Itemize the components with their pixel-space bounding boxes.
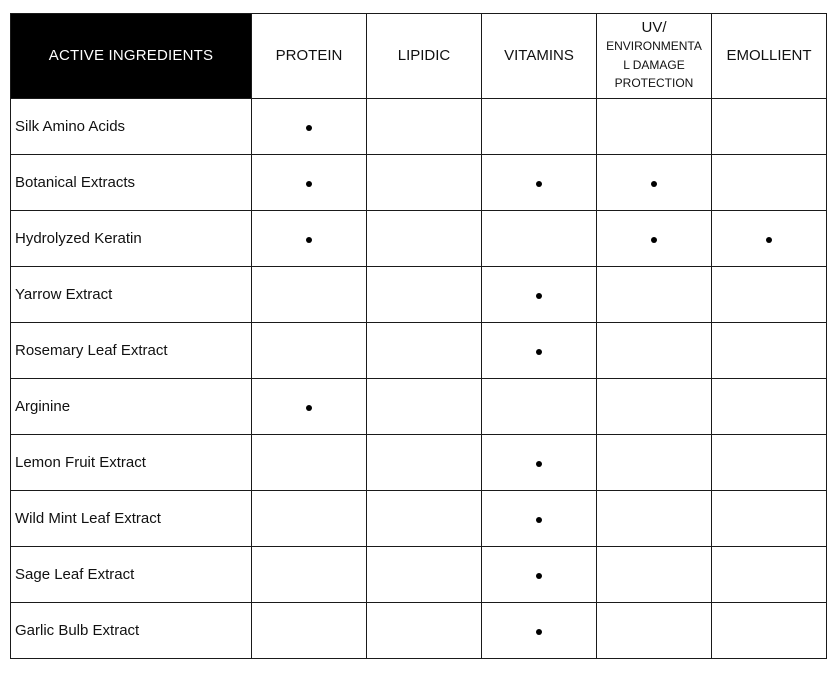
ingredients-table	[10, 13, 827, 659]
cell-emollient	[712, 211, 827, 267]
ingredient-name-cell: Arginine	[11, 379, 252, 435]
cell-protein	[252, 603, 367, 659]
cell-lipidic	[367, 603, 482, 659]
table-row	[11, 435, 827, 491]
cell-emollient	[712, 155, 827, 211]
cell-lipidic	[367, 435, 482, 491]
table-row	[11, 323, 827, 379]
header-emollient: EMOLLIENT	[712, 14, 827, 99]
header-uv-line3: L DAMAGE	[623, 57, 685, 72]
ingredient-name-cell: Lemon Fruit Extract	[11, 435, 252, 491]
cell-lipidic	[367, 379, 482, 435]
table-row	[11, 267, 827, 323]
cell-uv	[597, 155, 712, 211]
cell-vitamins	[482, 491, 597, 547]
cell-uv	[597, 603, 712, 659]
table-row	[11, 211, 827, 267]
ingredient-name-cell: Sage Leaf Extract	[11, 547, 252, 603]
cell-lipidic	[367, 99, 482, 155]
cell-vitamins	[482, 435, 597, 491]
cell-emollient	[712, 603, 827, 659]
header-lipidic: LIPIDIC	[367, 14, 482, 99]
table-row	[11, 603, 827, 659]
ingredient-name-cell: Garlic Bulb Extract	[11, 603, 252, 659]
cell-protein	[252, 547, 367, 603]
ingredients-table-wrapper	[10, 13, 826, 659]
header-uv-line1: UV/	[641, 19, 667, 37]
cell-lipidic	[367, 323, 482, 379]
header-uv-line2: ENVIRONMENTA	[606, 39, 702, 54]
cell-emollient	[712, 547, 827, 603]
header-vitamins: VITAMINS	[482, 14, 597, 99]
cell-emollient	[712, 491, 827, 547]
ingredient-name-cell: Hydrolyzed Keratin	[11, 211, 252, 267]
cell-protein	[252, 211, 367, 267]
cell-protein	[252, 267, 367, 323]
cell-uv	[597, 491, 712, 547]
header-active-ingredients: ACTIVE INGREDIENTS	[11, 14, 252, 99]
bullet-dot-icon	[536, 181, 542, 187]
ingredient-name-cell: Botanical Extracts	[11, 155, 252, 211]
bullet-dot-icon	[306, 125, 312, 131]
cell-uv	[597, 323, 712, 379]
cell-emollient	[712, 323, 827, 379]
cell-vitamins	[482, 267, 597, 323]
bullet-dot-icon	[306, 237, 312, 243]
table-row	[11, 547, 827, 603]
table-row	[11, 99, 827, 155]
cell-vitamins	[482, 211, 597, 267]
header-uv-line4: PROTECTION	[614, 76, 694, 91]
bullet-dot-icon	[306, 405, 312, 411]
bullet-dot-icon	[536, 573, 542, 579]
ingredient-name-cell: Silk Amino Acids	[11, 99, 252, 155]
cell-vitamins	[482, 379, 597, 435]
cell-vitamins	[482, 547, 597, 603]
cell-lipidic	[367, 267, 482, 323]
cell-emollient	[712, 267, 827, 323]
cell-emollient	[712, 379, 827, 435]
bullet-dot-icon	[536, 461, 542, 467]
cell-uv	[597, 435, 712, 491]
bullet-dot-icon	[536, 349, 542, 355]
cell-uv	[597, 547, 712, 603]
cell-protein	[252, 323, 367, 379]
bullet-dot-icon	[536, 517, 542, 523]
cell-emollient	[712, 435, 827, 491]
table-header-row	[11, 14, 827, 99]
cell-emollient	[712, 99, 827, 155]
bullet-dot-icon	[766, 237, 772, 243]
cell-lipidic	[367, 547, 482, 603]
bullet-dot-icon	[651, 181, 657, 187]
table-row	[11, 155, 827, 211]
ingredient-name-cell: Yarrow Extract	[11, 267, 252, 323]
cell-protein	[252, 491, 367, 547]
cell-vitamins	[482, 155, 597, 211]
cell-protein	[252, 155, 367, 211]
bullet-dot-icon	[536, 629, 542, 635]
cell-uv	[597, 379, 712, 435]
bullet-dot-icon	[651, 237, 657, 243]
cell-vitamins	[482, 323, 597, 379]
table-row	[11, 491, 827, 547]
cell-protein	[252, 435, 367, 491]
bullet-dot-icon	[306, 181, 312, 187]
cell-uv	[597, 211, 712, 267]
header-uv-protection	[597, 14, 712, 99]
cell-lipidic	[367, 155, 482, 211]
ingredient-name-cell: Rosemary Leaf Extract	[11, 323, 252, 379]
cell-vitamins	[482, 99, 597, 155]
cell-protein	[252, 379, 367, 435]
cell-lipidic	[367, 491, 482, 547]
table-row	[11, 379, 827, 435]
bullet-dot-icon	[536, 293, 542, 299]
ingredient-name-cell: Wild Mint Leaf Extract	[11, 491, 252, 547]
cell-uv	[597, 267, 712, 323]
cell-protein	[252, 99, 367, 155]
cell-uv	[597, 99, 712, 155]
cell-lipidic	[367, 211, 482, 267]
table-body	[11, 99, 827, 659]
header-protein: PROTEIN	[252, 14, 367, 99]
cell-vitamins	[482, 603, 597, 659]
